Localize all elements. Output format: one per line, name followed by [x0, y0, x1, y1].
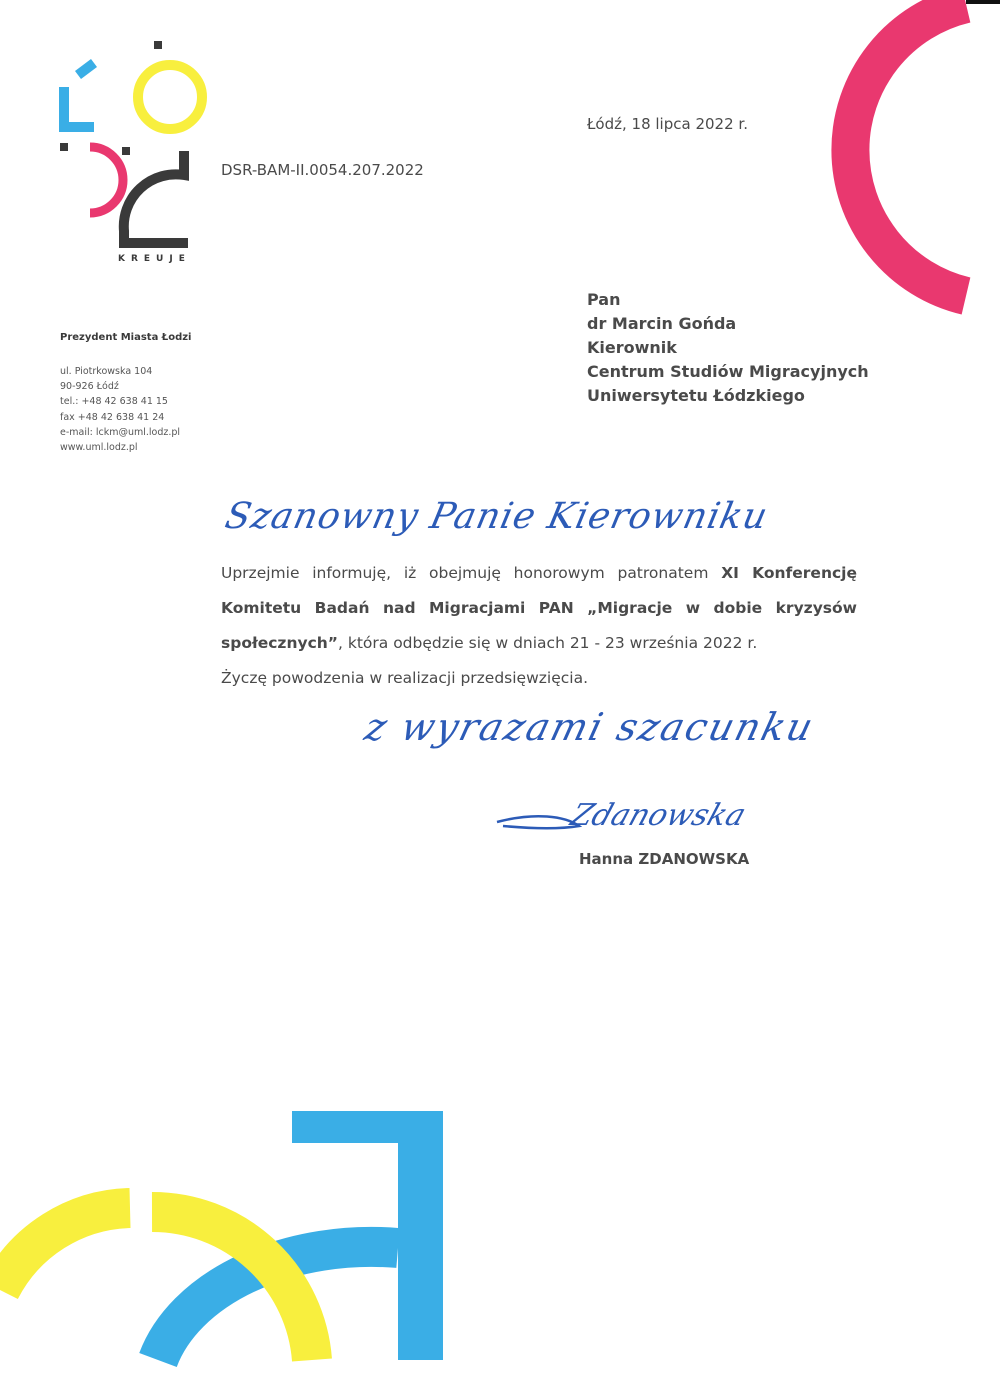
sender-postal: 90-926 Łódź	[60, 381, 119, 393]
handwritten-greeting: Szanowny Panie Kierowniku	[221, 496, 772, 537]
body-p1-dates: , która odbędzie się w dniach 21 - 23 września 2022 r.	[338, 634, 758, 652]
recipient-unit: Centrum Studiów Migracyjnych	[587, 362, 869, 381]
letter-date: Łódź, 18 lipca 2022 r.	[587, 115, 748, 133]
recipient-role: Kierownik	[587, 338, 677, 357]
recipient-name: dr Marcin Gońda	[587, 314, 737, 333]
sender-title: Prezydent Miasta Łodzi	[60, 332, 192, 343]
logo-wordmark: KREUJE	[118, 254, 191, 264]
body-paragraph-2: Życzę powodzenia w realizacji przedsięwzięcia.	[221, 669, 588, 687]
letter-body	[221, 556, 857, 696]
sender-fax: fax +48 42 638 41 24	[60, 411, 165, 423]
body-p1-text: Uprzejmie informuję, iż obejmuję honorowym patronatem	[221, 564, 722, 582]
handwritten-closing: z wyrazami szacunku	[360, 705, 820, 749]
recipient-salutation: Pan	[587, 290, 621, 309]
body-paragraph-1	[221, 556, 857, 661]
recipient-university: Uniwersytetu Łódzkiego	[587, 386, 805, 405]
sender-address	[60, 364, 180, 455]
sender-www: www.uml.lodz.pl	[60, 442, 138, 454]
recipient-block	[587, 288, 869, 408]
sender-email: e-mail: lckm@uml.lodz.pl	[60, 426, 181, 438]
signer-name: Hanna ZDANOWSKA	[579, 850, 750, 868]
conference-name: XI Konferencję Komitetu Badań nad Migracjami PAN „Migracje w dobie kryzysów społecznych”	[221, 564, 857, 652]
signature: Zdanowska	[566, 798, 751, 833]
reference-number: DSR-BAM-II.0054.207.2022	[221, 161, 424, 179]
sender-tel: tel.: +48 42 638 41 15	[60, 396, 168, 408]
sender-street: ul. Piotrkowska 104	[60, 366, 153, 377]
